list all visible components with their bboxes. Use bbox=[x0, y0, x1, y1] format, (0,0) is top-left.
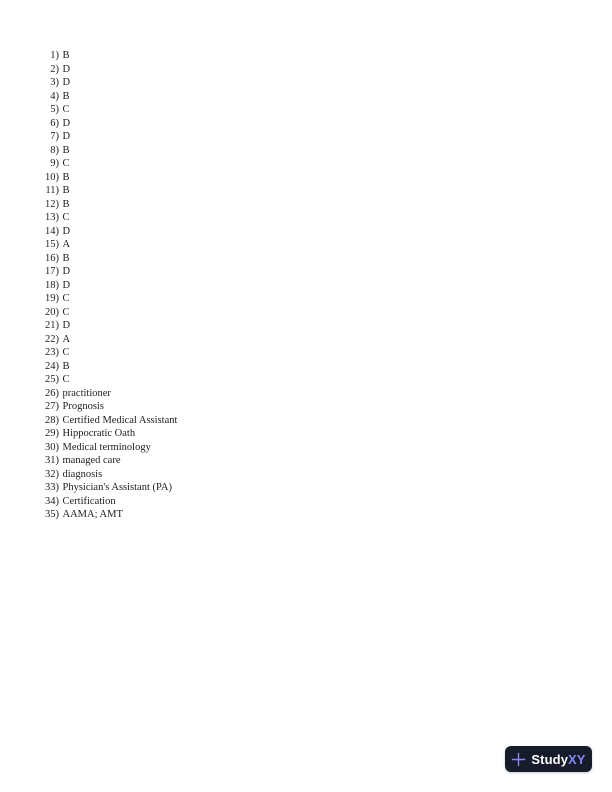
answer-row bbox=[0, 49, 177, 63]
answer-row bbox=[0, 441, 177, 455]
answer-text: A bbox=[62, 333, 71, 345]
answer-row bbox=[0, 238, 177, 252]
answer-text: Prognosis bbox=[62, 401, 104, 412]
answer-text: D bbox=[62, 77, 71, 88]
answer-number: 14) bbox=[45, 225, 59, 237]
answer-number: 22) bbox=[45, 333, 59, 345]
answer-text: B bbox=[62, 198, 70, 210]
answer-number: 21) bbox=[45, 320, 59, 331]
answer-row bbox=[0, 495, 177, 509]
answer-text: Hippocratic Oath bbox=[62, 428, 136, 439]
answer-text: D bbox=[62, 131, 71, 142]
answer-text: D bbox=[62, 63, 71, 75]
answer-row bbox=[0, 130, 177, 144]
answer-text: Physician's Assistant (PA) bbox=[62, 482, 172, 493]
answer-row bbox=[0, 387, 177, 401]
answer-text: B bbox=[62, 252, 70, 264]
answer-number: 27) bbox=[45, 401, 59, 412]
answer-number: 2) bbox=[50, 63, 59, 75]
logo-text-study: Study bbox=[531, 751, 569, 767]
answer-row bbox=[0, 103, 177, 117]
answer-text: B bbox=[62, 90, 70, 102]
answer-number: 16) bbox=[45, 252, 59, 264]
answer-number: 26) bbox=[45, 387, 59, 399]
answer-number: 33) bbox=[45, 482, 59, 493]
answer-number: 11) bbox=[45, 185, 59, 196]
answer-text: diagnosis bbox=[62, 468, 103, 480]
answer-number: 20) bbox=[45, 306, 59, 318]
answer-text: C bbox=[62, 293, 70, 304]
studyxy-logo bbox=[505, 746, 592, 772]
answer-row bbox=[0, 225, 177, 239]
answer-number: 30) bbox=[45, 441, 59, 453]
logo-text-xy: XY bbox=[568, 751, 586, 767]
answer-key-list bbox=[0, 49, 177, 522]
answer-text: D bbox=[62, 117, 71, 129]
answer-row bbox=[0, 400, 177, 414]
answer-row bbox=[0, 90, 177, 104]
answer-text: Certification bbox=[62, 495, 116, 507]
answer-number: 9) bbox=[50, 158, 59, 169]
answer-text: B bbox=[62, 185, 70, 196]
answer-text: Certified Medical Assistant bbox=[62, 414, 178, 426]
answer-text: Medical terminology bbox=[62, 441, 151, 453]
answer-row bbox=[0, 333, 177, 347]
answer-row bbox=[0, 252, 177, 266]
answer-number: 31) bbox=[45, 455, 59, 466]
answer-number: 6) bbox=[50, 117, 59, 129]
answer-number: 24) bbox=[45, 360, 59, 372]
answer-row bbox=[0, 117, 177, 131]
answer-number: 35) bbox=[45, 509, 59, 520]
answer-number: 23) bbox=[45, 347, 59, 358]
answer-number: 12) bbox=[45, 198, 59, 210]
answer-text: D bbox=[62, 279, 71, 291]
answer-number: 10) bbox=[45, 171, 59, 183]
answer-row bbox=[0, 306, 177, 320]
answer-text: practitioner bbox=[62, 387, 111, 399]
answer-text: C bbox=[62, 347, 70, 358]
answer-row bbox=[0, 198, 177, 212]
answer-row bbox=[0, 211, 177, 225]
answer-row bbox=[0, 279, 177, 293]
answer-number: 3) bbox=[50, 77, 59, 88]
answer-number: 34) bbox=[45, 495, 59, 507]
answer-number: 8) bbox=[50, 144, 59, 156]
answer-row bbox=[0, 76, 177, 90]
answer-text: B bbox=[62, 171, 70, 183]
answer-row bbox=[0, 414, 177, 428]
answer-number: 13) bbox=[45, 212, 59, 223]
answer-number: 1) bbox=[50, 50, 59, 61]
answer-row bbox=[0, 319, 177, 333]
answer-row bbox=[0, 63, 177, 77]
answer-text: B bbox=[62, 50, 70, 61]
answer-text: D bbox=[62, 266, 71, 277]
answer-number: 15) bbox=[45, 239, 59, 250]
answer-text: C bbox=[62, 306, 70, 318]
answer-number: 25) bbox=[45, 374, 59, 385]
answer-text: D bbox=[62, 320, 71, 331]
answer-text: B bbox=[62, 144, 70, 156]
logo-wordmark bbox=[531, 753, 585, 766]
answer-row bbox=[0, 481, 177, 495]
answer-number: 18) bbox=[45, 279, 59, 291]
answer-row bbox=[0, 346, 177, 360]
answer-text: B bbox=[62, 360, 70, 372]
answer-row bbox=[0, 184, 177, 198]
answer-row bbox=[0, 454, 177, 468]
answer-row bbox=[0, 508, 177, 522]
plus-icon bbox=[511, 752, 526, 767]
answer-number: 7) bbox=[50, 131, 59, 142]
answer-row bbox=[0, 373, 177, 387]
answer-text: C bbox=[62, 212, 70, 223]
answer-text: D bbox=[62, 225, 71, 237]
answer-row bbox=[0, 157, 177, 171]
answer-text: C bbox=[62, 104, 70, 115]
answer-row bbox=[0, 292, 177, 306]
answer-number: 28) bbox=[45, 414, 59, 426]
answer-text: C bbox=[62, 374, 70, 385]
answer-number: 5) bbox=[50, 104, 59, 115]
answer-number: 19) bbox=[45, 293, 59, 304]
answer-text: A bbox=[62, 239, 71, 250]
answer-text: C bbox=[62, 158, 70, 169]
answer-row bbox=[0, 468, 177, 482]
answer-text: managed care bbox=[62, 455, 121, 466]
answer-number: 32) bbox=[45, 468, 59, 480]
answer-row bbox=[0, 144, 177, 158]
answer-number: 29) bbox=[45, 428, 59, 439]
answer-number: 17) bbox=[45, 266, 59, 277]
answer-number: 4) bbox=[50, 90, 59, 102]
answer-row bbox=[0, 427, 177, 441]
answer-text: AAMA; AMT bbox=[62, 509, 123, 520]
answer-row bbox=[0, 171, 177, 185]
answer-row bbox=[0, 265, 177, 279]
answer-row bbox=[0, 360, 177, 374]
